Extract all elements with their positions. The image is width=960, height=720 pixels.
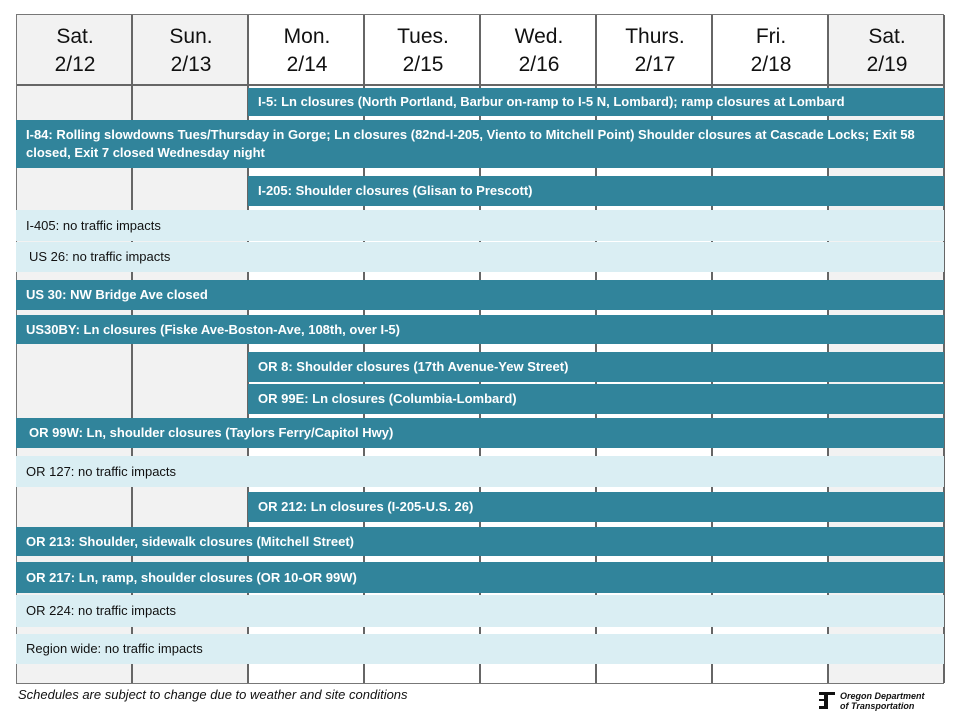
day-name: Sat. [868, 25, 906, 48]
day-date: 2/14 [286, 53, 328, 76]
day-name: Wed. [514, 25, 564, 48]
day-name: Thurs. [625, 25, 685, 48]
event-bar-us30: US 30: NW Bridge Ave closed [16, 280, 944, 310]
day-name: Tues. [397, 25, 449, 48]
odot-logo [818, 691, 925, 711]
event-bar-region-wide: Region wide: no traffic impacts [16, 634, 944, 664]
day-name: Fri. [755, 25, 787, 48]
event-bar-or99w: OR 99W: Ln, shoulder closures (Taylors Ferry/Capitol Hwy) [16, 418, 944, 448]
day-date: 2/19 [866, 53, 908, 76]
day-header [249, 23, 365, 79]
day-date: 2/17 [634, 53, 676, 76]
day-date: 2/15 [402, 53, 444, 76]
header-divider [17, 84, 943, 86]
event-bar-or99e: OR 99E: Ln closures (Columbia-Lombard) [248, 384, 944, 414]
day-date: 2/18 [750, 53, 792, 76]
event-bar-us26: US 26: no traffic impacts [16, 242, 944, 272]
day-header [829, 23, 945, 79]
event-bar-or217: OR 217: Ln, ramp, shoulder closures (OR 10-OR 99W) [16, 562, 944, 593]
logo-text [840, 691, 925, 711]
event-bar-or213: OR 213: Shoulder, sidewalk closures (Mitchell Street) [16, 527, 944, 556]
day-name: Sat. [56, 25, 94, 48]
day-name: Sun. [169, 25, 213, 48]
logo-line-2: of Transportation [840, 701, 915, 711]
day-name: Mon. [283, 25, 331, 48]
event-bar-or224: OR 224: no traffic impacts [16, 595, 944, 627]
day-header [17, 23, 133, 79]
footnote: Schedules are subject to change due to weather and site conditions [18, 687, 408, 702]
event-bar-or212: OR 212: Ln closures (I-205-U.S. 26) [248, 492, 944, 522]
day-header [597, 23, 713, 79]
event-bar-or127: OR 127: no traffic impacts [16, 456, 944, 487]
day-date: 2/16 [518, 53, 560, 76]
day-header [133, 23, 249, 79]
day-header [481, 23, 597, 79]
odot-logo-icon [818, 691, 836, 711]
event-bar-or8: OR 8: Shoulder closures (17th Avenue-Yew Street) [248, 352, 944, 382]
logo-line-1: Oregon Department [840, 691, 925, 701]
event-bar-i405: I-405: no traffic impacts [16, 210, 944, 241]
event-bar-i5: I-5: Ln closures (North Portland, Barbur on-ramp to I-5 N, Lombard); ramp closures at Lombard [248, 88, 944, 116]
day-date: 2/13 [170, 53, 212, 76]
day-header [713, 23, 829, 79]
event-bar-i84: I-84: Rolling slowdowns Tues/Thursday in Gorge; Ln closures (82nd-I-205, Viento to Mitchell Point) Shoulder closures at Cascade Locks; Exit 58 closed, Exit 7 closed Wednesday night [16, 120, 944, 168]
event-bar-us30by: US30BY: Ln closures (Fiske Ave-Boston-Ave, 108th, over I-5) [16, 315, 944, 344]
event-bar-i205: I-205: Shoulder closures (Glisan to Prescott) [248, 176, 944, 206]
day-header [365, 23, 481, 79]
day-date: 2/12 [54, 53, 96, 76]
